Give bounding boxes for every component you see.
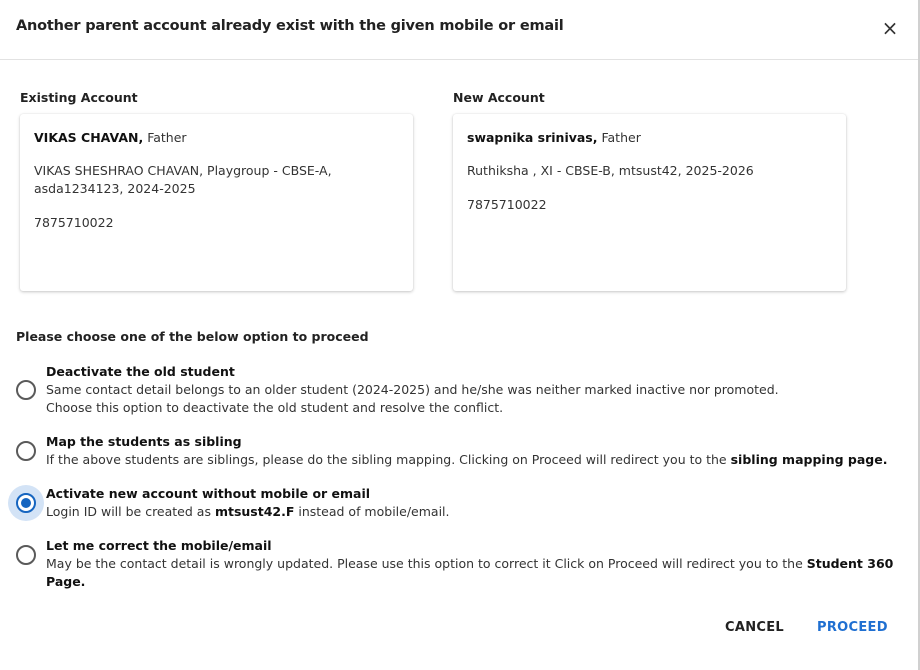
close-icon[interactable]: ×: [881, 16, 899, 40]
proceed-button[interactable]: PROCEED: [817, 620, 888, 635]
existing-parent-name: VIKAS CHAVAN,: [34, 130, 144, 145]
option-description: May be the contact detail is wrongly updated. Please use this option to correct it Click on Proceed will redirect you to the Student 360 Page.: [46, 556, 894, 589]
option-description: If the above students are siblings, please do the sibling mapping. Clicking on Proceed will redirect you to the sibling mapping page.: [46, 452, 888, 467]
radio-deactivate[interactable]: [8, 372, 44, 408]
existing-account-label: Existing Account: [20, 90, 138, 105]
new-parent-relation: Father: [597, 130, 641, 145]
dialog-header: [0, 0, 918, 60]
options-prompt: Please choose one of the below option to proceed: [16, 329, 369, 344]
existing-mobile: 7875710022: [34, 215, 114, 230]
option-description: Same contact detail belongs to an older student (2024-2025) and he/she was neither marked inactive nor promoted. Choose this option to deactivate the old student and resolve the conflict.: [46, 382, 779, 415]
option-description: Login ID will be created as mtsust42.F instead of mobile/email.: [46, 504, 450, 519]
dialog-title: Another parent account already exist with the given mobile or email: [16, 18, 564, 34]
option-title: Deactivate the old student: [46, 364, 235, 379]
option-title: Map the students as sibling: [46, 434, 242, 449]
new-student-detail: Ruthiksha , XI - CBSE-B, mtsust42, 2025-2026: [467, 163, 754, 178]
new-mobile: 7875710022: [467, 197, 547, 212]
radio-correct-contact[interactable]: [8, 537, 44, 573]
radio-activate-without-contact[interactable]: [8, 485, 44, 521]
new-account-label: New Account: [453, 90, 545, 105]
new-account-card: [453, 114, 846, 291]
new-parent-name: swapnika srinivas,: [467, 130, 598, 145]
radio-map-sibling[interactable]: [8, 433, 44, 469]
option-title: Let me correct the mobile/email: [46, 538, 272, 553]
existing-student-detail: VIKAS SHESHRAO CHAVAN, Playgroup - CBSE-A, asda1234123, 2024-2025: [34, 163, 332, 196]
cancel-button[interactable]: CANCEL: [725, 620, 784, 635]
existing-parent-relation: Father: [143, 130, 187, 145]
existing-account-card: [20, 114, 413, 291]
option-title: Activate new account without mobile or email: [46, 486, 371, 501]
